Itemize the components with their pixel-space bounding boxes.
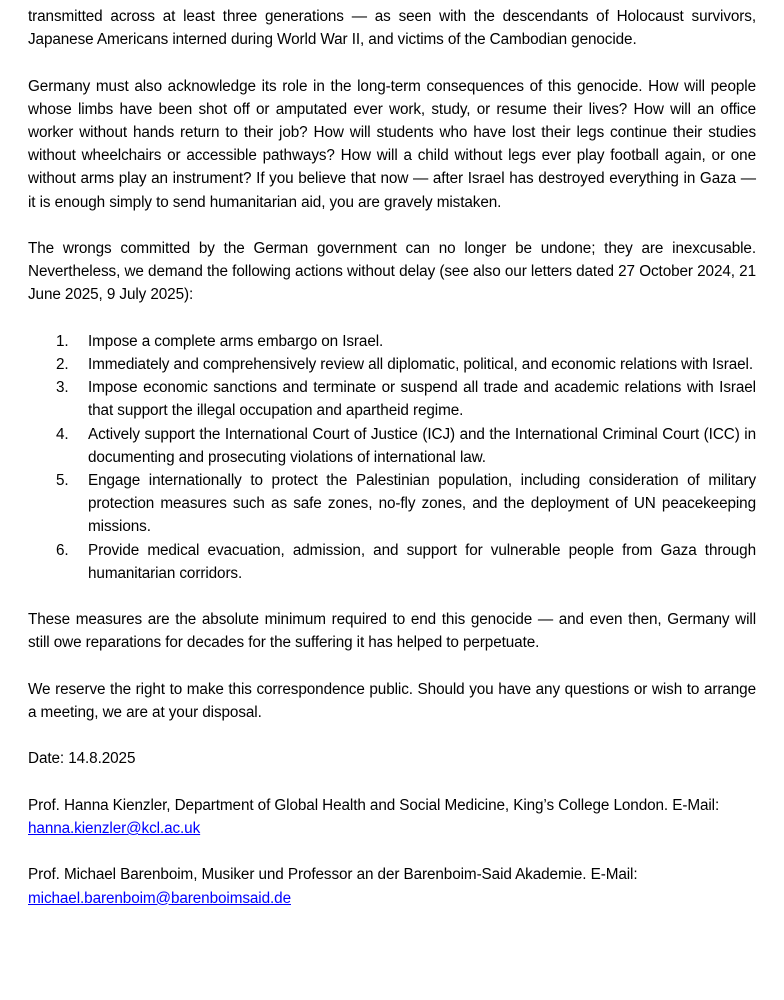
intro-paragraph-3: The wrongs committed by the German government can no longer be undone; they are inexcusable. Nevertheless, we demand the following actions without delay (see also our letters dated 27 October 2024, 21 June 2025, 9 July 2025): — [28, 240, 756, 304]
signatory-text: Prof. Michael Barenboim, Musiker und Professor an der Barenboim-Said Akademie. E-Mail: — [28, 866, 638, 884]
demand-text: Impose a complete arms embargo on Israel. — [88, 332, 384, 350]
demand-item-6 — [28, 539, 756, 585]
email-link-kienzler[interactable]: hanna.kienzler@kcl.ac.uk — [28, 820, 201, 837]
intro-paragraph-1: transmitted across at least three generations — as seen with the descendants of Holocaust survivors, Japanese Americans interned during World War II, and victims of the Cambodian genocide. — [28, 8, 756, 49]
demand-item-5 — [28, 469, 756, 539]
closing-paragraph-2: We reserve the right to make this correspondence public. Should you have any questions or wish to arrange a meeting, we are at your disposal. — [28, 680, 756, 722]
signature-block-barenboim — [28, 863, 756, 909]
signature-block-kienzler — [28, 794, 756, 840]
demand-number: 1. — [56, 332, 69, 350]
demand-number: 3. — [56, 379, 69, 397]
closing-paragraph-1: These measures are the absolute minimum required to end this genocide — and even then, Germany will still owe reparations for decades for the suffering it has helped to perpetuate. — [28, 611, 756, 652]
date-line: Date: 14.8.2025 — [28, 750, 136, 768]
demand-item-2 — [28, 353, 756, 376]
demand-text: Provide medical evacuation, admission, and support for vulnerable people from Gaza through humanitarian corridors. — [88, 541, 756, 582]
demand-text: Impose economic sanctions and terminate or suspend all trade and academic relations with Israel that support the illegal occupation and apartheid regime. — [88, 379, 756, 420]
email-link-barenboim[interactable]: michael.barenboim@barenboimsaid.de — [28, 889, 291, 907]
demand-item-4 — [28, 423, 756, 469]
demand-text: Actively support the International Court of Justice (ICJ) and the International Criminal Court (ICC) in documenting and prosecuting violations of international law. — [88, 425, 756, 466]
demand-item-3 — [28, 376, 756, 422]
signatory-text: Prof. Hanna Kienzler, Department of Global Health and Social Medicine, King’s College London. E-Mail: — [28, 796, 720, 814]
demand-number: 5. — [56, 472, 69, 490]
demand-text: Engage internationally to protect the Palestinian population, including consideration of military protection measures such as safe zones, no-fly zones, and the deployment of UN peacekeeping missions. — [88, 472, 756, 536]
demands-list — [28, 330, 756, 585]
demand-number: 2. — [56, 356, 69, 373]
intro-paragraph-2: Germany must also acknowledge its role in the long-term consequences of this genocide. How will people whose limbs have been shot off or amputated ever work, study, or resume their lives? How will an office worker without hands return to their job? How will students who have lost their legs continue their studies without wheelchairs or accessible pathways? How will a child without legs ever play football again, or one without arms play an instrument? If you believe that now — after Israel has destroyed everything in Gaza — it is enough simply to send humanitarian aid, you are gravely mistaken. — [28, 77, 756, 211]
demand-number: 6. — [56, 541, 69, 559]
demand-item-1 — [28, 330, 756, 353]
demand-text: Immediately and comprehensively review all diplomatic, political, and economic relations with Israel. — [88, 356, 753, 373]
demand-number: 4. — [56, 425, 69, 443]
